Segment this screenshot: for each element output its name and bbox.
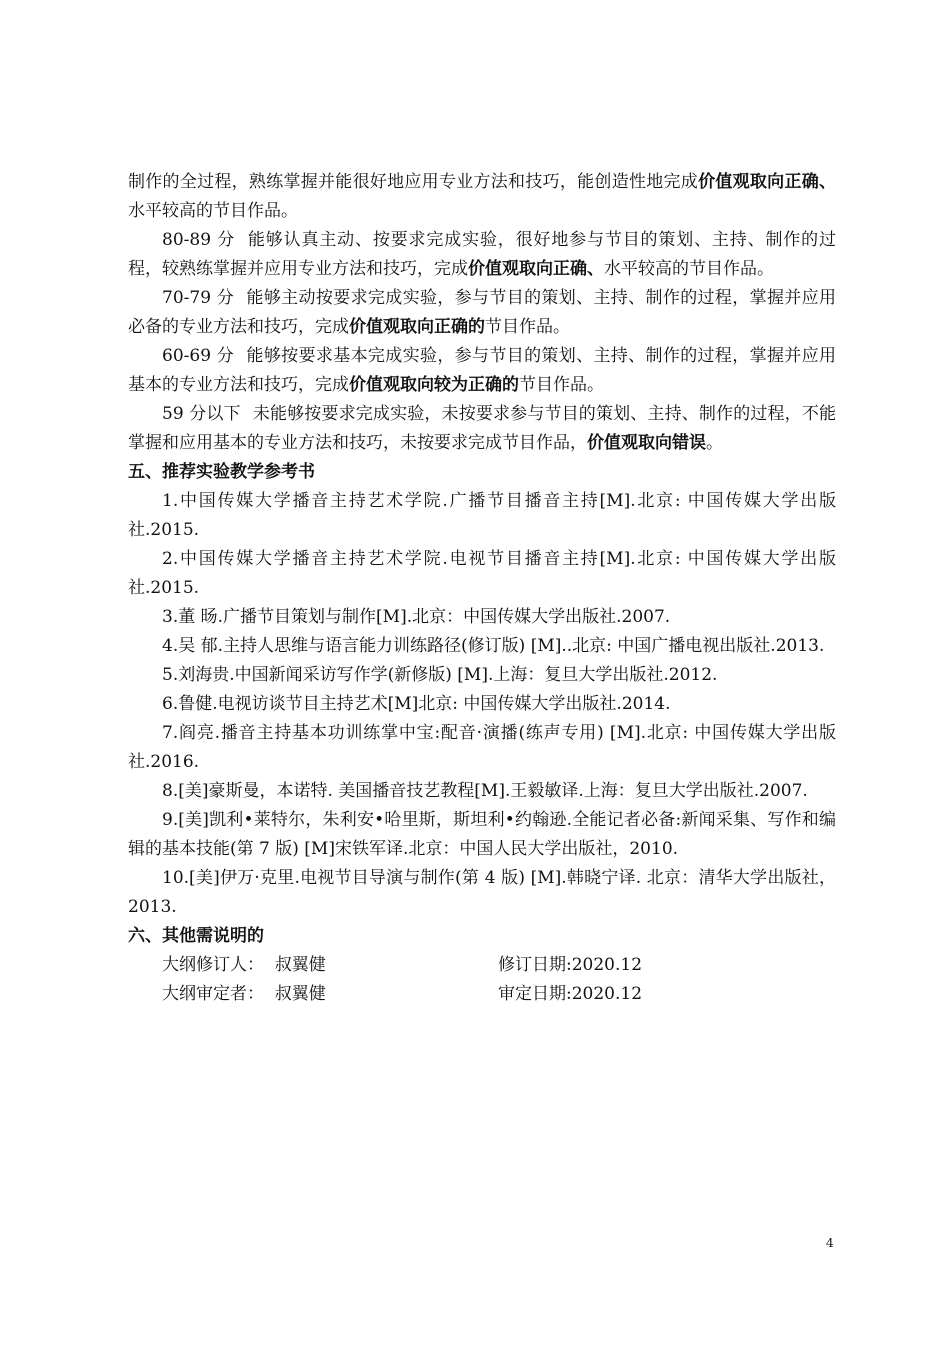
grade-text: 能够按要求基本完成实验，参与节目的策划、主持、制作的过程，掌握并应用基本的专业方法和技巧，完成 [128,346,837,395]
approval-date: 2020.12 [571,984,643,1004]
grade-bold-text: 价值观取向错误 [587,433,706,453]
reference-item: 8.[美]豪斯曼，本诺特. 美国播音技艺教程[M].王毅敏译.上海：复旦大学出版社.2007. [162,781,808,801]
grade-bold-text: 价值观取向正确、 [468,259,604,279]
grade-paragraph-70-79 [128,284,836,342]
page-number: 4 [826,1236,834,1250]
reference-item: 10.[美]伊万·克里.电视节目导演与制作(第 4 版) [M].韩晓宁译. 北京：清华大学出版社，2013. [128,868,836,917]
grade-paragraph-continued [128,168,836,226]
reviser-label: 大纲修订人： [162,955,264,975]
approver-label: 大纲审定者： [162,984,264,1004]
grade-text-tail: 节目作品。 [485,317,570,337]
grade-bold-text: 价值观取向正确的 [349,317,485,337]
reference-item: 4.吴 郁.主持人思维与语言能力训练路径(修订版) [M]..北京: 中国广播电视出版社.2013. [162,636,825,656]
grade-paragraph-60-69 [128,342,836,400]
grade-text: 能够主动按要求完成实验，参与节目的策划、主持、制作的过程，掌握并应用必备的专业方法和技巧，完成 [128,288,837,337]
reference-item: 7.阎亮.播音主持基本功训练掌中宝:配音·演播(练声专用) [M].北京: 中国传媒大学出版社.2016. [128,723,836,772]
grade-text-tail: 水平较高的节目作品。 [128,201,298,221]
grade-paragraph-80-89 [128,226,836,284]
grade-text: 能够认真主动、按要求完成实验，很好地参与节目的策划、主持、制作的过程，较熟练掌握并应用专业方法和技巧，完成 [128,230,836,279]
grade-range: 70-79 分 [162,288,235,308]
reference-item: 9.[美]凯利•莱特尔，朱利安•哈里斯，斯坦利•约翰逊.全能记者必备:新闻采集、写作和编辑的基本技能(第 7 版) [M]宋铁军译.北京：中国人民大学出版社，2010. [128,810,836,859]
section-6-heading: 六、其他需说明的 [128,926,264,946]
reviser-name: 叔翼健 [274,955,326,975]
approver-row [128,980,836,1009]
grade-range: 59 分以下 [162,404,241,424]
grade-bold-text: 价值观取向较为正确的 [349,375,519,395]
reference-item: 6.鲁健.电视访谈节目主持艺术[M]北京: 中国传媒大学出版社.2014. [162,694,671,714]
grade-paragraph-below-59 [128,400,836,458]
reference-item: 2.中国传媒大学播音主持艺术学院.电视节目播音主持[M].北京: 中国传媒大学出版社.2015. [128,549,836,598]
grade-range: 60-69 分 [162,346,235,366]
reference-item: 3.董 旸.广播节目策划与制作[M].北京：中国传媒大学出版社.2007. [162,607,671,627]
reference-item: 5.刘海贵.中国新闻采访写作学(新修版) [M].上海：复旦大学出版社.2012. [162,665,718,685]
approver-name: 叔翼健 [274,984,326,1004]
revision-date-label: 修订日期: [498,955,572,975]
revision-date: 2020.12 [571,955,643,975]
grade-text-tail: 水平较高的节目作品。 [604,259,774,279]
grade-bold-text: 价值观取向正确、 [698,172,837,192]
grade-text: 未能够按要求完成实验，未按要求参与节目的策划、主持、制作的过程，不能掌握和应用基本的专业方法和技巧，未按要求完成节目作品， [128,404,836,453]
reviser-row [128,951,836,980]
approval-date-label: 审定日期: [498,984,572,1004]
grade-text-tail: 。 [706,433,723,453]
grade-range: 80-89 分 [162,230,236,250]
grade-text-tail: 节目作品。 [519,375,604,395]
grade-text: 制作的全过程，熟练掌握并能很好地应用专业方法和技巧，能创造性地完成 [128,172,699,192]
section-5-heading: 五、推荐实验教学参考书 [128,462,315,482]
document-body [128,168,836,1009]
reference-item: 1.中国传媒大学播音主持艺术学院.广播节目播音主持[M].北京: 中国传媒大学出版社.2015. [128,491,836,540]
